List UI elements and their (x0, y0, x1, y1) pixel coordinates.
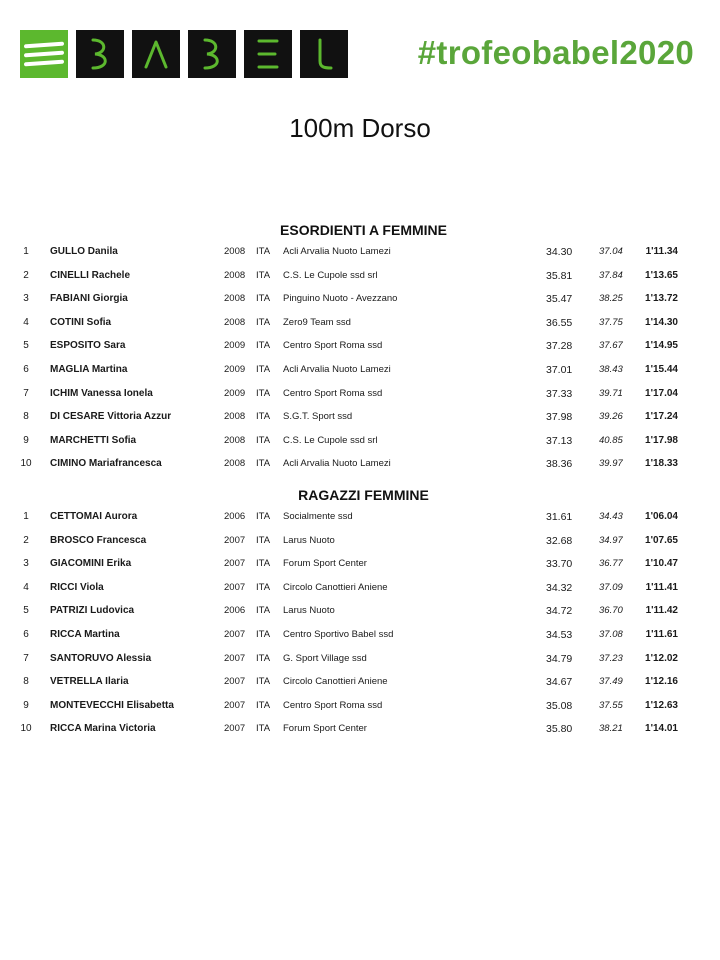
result-split100: 39.26 (599, 411, 623, 423)
result-time: 1'11.61 (645, 629, 678, 640)
result-name: CETTOMAI Aurora (50, 511, 138, 522)
result-name: BROSCO Francesca (50, 534, 147, 546)
result-row (0, 719, 720, 739)
result-pos: 10 (20, 458, 32, 470)
result-pos: 6 (23, 364, 29, 375)
result-team: Pinguino Nuoto - Avezzano (283, 293, 398, 305)
result-time: 1'14.01 (645, 723, 678, 735)
result-team: Centro Sport Roma ssd (283, 340, 383, 352)
result-time: 1'13.65 (645, 269, 678, 281)
result-name: COTINI Sofia (50, 316, 112, 328)
result-nat: ITA (256, 511, 271, 522)
result-time: 1'11.34 (645, 246, 678, 257)
result-row (0, 531, 720, 551)
result-row (0, 578, 720, 598)
result-split50: 34.79 (546, 652, 573, 665)
result-pos: 7 (23, 387, 29, 399)
result-split100: 37.49 (599, 676, 623, 688)
logo-letter-b-icon (76, 30, 124, 78)
result-year: 2007 (224, 676, 246, 688)
result-row (0, 431, 720, 451)
result-time: 1'18.33 (645, 458, 678, 470)
result-name: CINELLI Rachele (50, 269, 131, 281)
result-row (0, 384, 720, 404)
result-time: 1'12.16 (645, 676, 678, 688)
result-split100: 34.97 (599, 534, 623, 546)
result-year: 2008 (224, 434, 246, 446)
result-year: 2008 (224, 411, 246, 423)
section-title: RAGAZZI FEMMINE (298, 487, 429, 503)
result-team: Acli Arvalia Nuoto Lamezi (283, 364, 391, 375)
result-year: 2007 (224, 581, 246, 593)
result-nat: ITA (256, 269, 271, 281)
result-time: 1'10.47 (645, 558, 678, 570)
result-time: 1'17.24 (645, 411, 678, 423)
result-pos: 6 (23, 629, 29, 640)
result-year: 2008 (224, 246, 246, 257)
result-split100: 36.77 (599, 558, 623, 570)
result-year: 2007 (224, 652, 246, 664)
result-row (0, 313, 720, 333)
result-year: 2006 (224, 605, 246, 617)
result-split50: 38.36 (546, 458, 573, 471)
result-team: C.S. Le Cupole ssd srl (283, 434, 378, 446)
result-split100: 39.71 (599, 387, 623, 399)
result-split100: 37.84 (599, 269, 623, 281)
result-name: DI CESARE Vittoria Azzur (50, 411, 172, 423)
result-year: 2009 (224, 364, 246, 375)
logo-letter-l-icon (300, 30, 348, 78)
hashtag: #trofeobabel2020 (417, 34, 694, 71)
result-time: 1'11.42 (645, 605, 678, 617)
result-time: 1'17.04 (645, 387, 678, 399)
result-row (0, 454, 720, 474)
result-time: 1'07.65 (645, 534, 678, 546)
result-split50: 35.81 (546, 269, 573, 282)
result-nat: ITA (256, 676, 271, 688)
result-row (0, 696, 720, 716)
result-row (0, 649, 720, 669)
result-split50: 34.53 (546, 629, 573, 641)
result-nat: ITA (256, 699, 271, 711)
result-split50: 37.33 (546, 387, 573, 400)
result-team: G. Sport Village ssd (283, 652, 367, 664)
result-nat: ITA (256, 364, 271, 375)
result-team: C.S. Le Cupole ssd srl (283, 269, 378, 281)
result-row (0, 360, 720, 380)
result-split50: 31.61 (546, 511, 573, 523)
result-nat: ITA (256, 629, 271, 640)
result-time: 1'06.04 (645, 511, 678, 522)
result-year: 2007 (224, 558, 246, 570)
result-split100: 37.04 (599, 246, 623, 257)
result-year: 2007 (224, 534, 246, 546)
result-row (0, 407, 720, 427)
result-name: FABIANI Giorgia (50, 293, 128, 305)
result-name: GULLO Danila (50, 246, 118, 257)
result-year: 2008 (224, 458, 246, 470)
result-row (0, 266, 720, 286)
result-team: Centro Sport Roma ssd (283, 387, 383, 399)
result-split50: 34.67 (546, 676, 573, 689)
result-pos: 1 (23, 511, 29, 522)
result-split50: 33.70 (546, 558, 573, 571)
result-pos: 10 (20, 723, 32, 735)
result-split50: 37.98 (546, 411, 573, 424)
result-split100: 37.23 (599, 652, 623, 664)
result-pos: 4 (23, 316, 29, 328)
result-split100: 37.09 (599, 581, 623, 593)
logo-letter-b2-icon (188, 30, 236, 78)
result-team: Forum Sport Center (283, 558, 367, 570)
result-year: 2008 (224, 293, 246, 305)
result-split50: 37.28 (546, 340, 573, 353)
result-nat: ITA (256, 652, 271, 664)
result-nat: ITA (256, 458, 271, 470)
result-pos: 5 (23, 340, 29, 352)
result-team: S.G.T. Sport ssd (283, 411, 353, 423)
result-year: 2008 (224, 316, 246, 328)
result-split50: 35.80 (546, 723, 573, 736)
result-year: 2009 (224, 387, 246, 399)
result-split100: 37.75 (599, 316, 623, 328)
result-team: Socialmente ssd (283, 511, 353, 522)
result-split50: 35.47 (546, 293, 573, 306)
result-split50: 34.72 (546, 605, 573, 618)
result-pos: 2 (23, 269, 29, 281)
waves-icon (20, 30, 68, 78)
result-split100: 38.21 (599, 723, 623, 735)
result-name: SANTORUVO Alessia (50, 652, 152, 664)
result-nat: ITA (256, 723, 271, 735)
result-pos: 3 (23, 558, 29, 570)
result-split50: 34.30 (546, 246, 573, 258)
result-pos: 1 (23, 246, 29, 257)
result-time: 1'17.98 (645, 434, 678, 446)
result-nat: ITA (256, 534, 271, 546)
result-year: 2007 (224, 629, 246, 640)
result-time: 1'14.95 (645, 340, 678, 352)
result-row (0, 336, 720, 356)
result-pos: 8 (23, 676, 29, 688)
result-name: MARCHETTI Sofia (50, 434, 137, 446)
result-name: ICHIM Vanessa Ionela (50, 387, 153, 399)
result-split50: 36.55 (546, 316, 573, 329)
result-nat: ITA (256, 340, 271, 352)
result-split100: 34.43 (599, 511, 623, 522)
result-pos: 9 (23, 434, 29, 446)
result-name: PATRIZI Ludovica (50, 605, 135, 617)
result-time: 1'14.30 (645, 316, 678, 328)
result-pos: 7 (23, 652, 29, 664)
result-name: RICCA Martina (50, 629, 120, 640)
result-nat: ITA (256, 605, 271, 617)
result-team: Larus Nuoto (283, 605, 335, 617)
result-split50: 32.68 (546, 534, 573, 547)
result-year: 2006 (224, 511, 246, 522)
result-team: Zero9 Team ssd (283, 316, 351, 328)
result-pos: 5 (23, 605, 29, 617)
section-title: ESORDIENTI A FEMMINE (280, 222, 447, 238)
result-year: 2007 (224, 699, 246, 711)
result-year: 2007 (224, 723, 246, 735)
result-time: 1'12.63 (645, 699, 678, 711)
result-pos: 3 (23, 293, 29, 305)
result-nat: ITA (256, 387, 271, 399)
result-name: VETRELLA Ilaria (50, 676, 129, 688)
result-team: Circolo Canottieri Aniene (283, 676, 388, 688)
result-nat: ITA (256, 434, 271, 446)
result-nat: ITA (256, 581, 271, 593)
result-split100: 40.85 (599, 434, 623, 446)
result-year: 2008 (224, 269, 246, 281)
result-team: Acli Arvalia Nuoto Lamezi (283, 458, 391, 470)
result-pos: 9 (23, 699, 29, 711)
result-year: 2009 (224, 340, 246, 352)
event-title: 100m Dorso (289, 113, 431, 143)
result-split50: 35.08 (546, 699, 573, 712)
result-split100: 37.08 (599, 629, 623, 640)
result-split50: 34.32 (546, 581, 573, 594)
result-row (0, 625, 720, 645)
result-name: ESPOSITO Sara (50, 340, 126, 352)
result-name: CIMINO Mariafrancesca (50, 458, 162, 470)
result-team: Centro Sport Roma ssd (283, 699, 383, 711)
result-split50: 37.01 (546, 364, 573, 376)
result-nat: ITA (256, 293, 271, 305)
result-row (0, 289, 720, 309)
result-team: Larus Nuoto (283, 534, 335, 546)
result-row (0, 601, 720, 621)
result-pos: 2 (23, 534, 29, 546)
result-split50: 37.13 (546, 434, 573, 447)
result-team: Circolo Canottieri Aniene (283, 581, 388, 593)
result-row (0, 554, 720, 574)
result-name: RICCI Viola (50, 581, 104, 593)
result-split100: 37.67 (599, 340, 623, 352)
result-pos: 8 (23, 411, 29, 423)
logo-letter-a-icon (132, 30, 180, 78)
logo-letter-e-icon (244, 30, 292, 78)
result-split100: 38.25 (599, 293, 623, 305)
result-time: 1'15.44 (645, 364, 678, 375)
result-split100: 39.97 (599, 458, 623, 470)
result-time: 1'11.41 (645, 581, 678, 593)
result-time: 1'13.72 (645, 293, 678, 305)
babel-logo (20, 30, 348, 78)
result-nat: ITA (256, 411, 271, 423)
result-nat: ITA (256, 316, 271, 328)
result-time: 1'12.02 (645, 652, 678, 664)
result-row (0, 507, 720, 527)
result-team: Forum Sport Center (283, 723, 367, 735)
result-team: Centro Sportivo Babel ssd (283, 629, 394, 640)
result-row (0, 242, 720, 262)
result-pos: 4 (23, 581, 29, 593)
result-row (0, 672, 720, 692)
result-name: GIACOMINI Erika (50, 558, 132, 570)
result-team: Acli Arvalia Nuoto Lamezi (283, 246, 391, 257)
result-nat: ITA (256, 246, 271, 257)
result-split100: 37.55 (599, 699, 623, 711)
result-nat: ITA (256, 558, 271, 570)
result-split100: 36.70 (599, 605, 623, 617)
result-split100: 38.43 (599, 364, 623, 375)
result-name: MAGLIA Martina (50, 364, 128, 375)
result-name: MONTEVECCHI Elisabetta (50, 699, 174, 711)
result-name: RICCA Marina Victoria (50, 723, 156, 735)
